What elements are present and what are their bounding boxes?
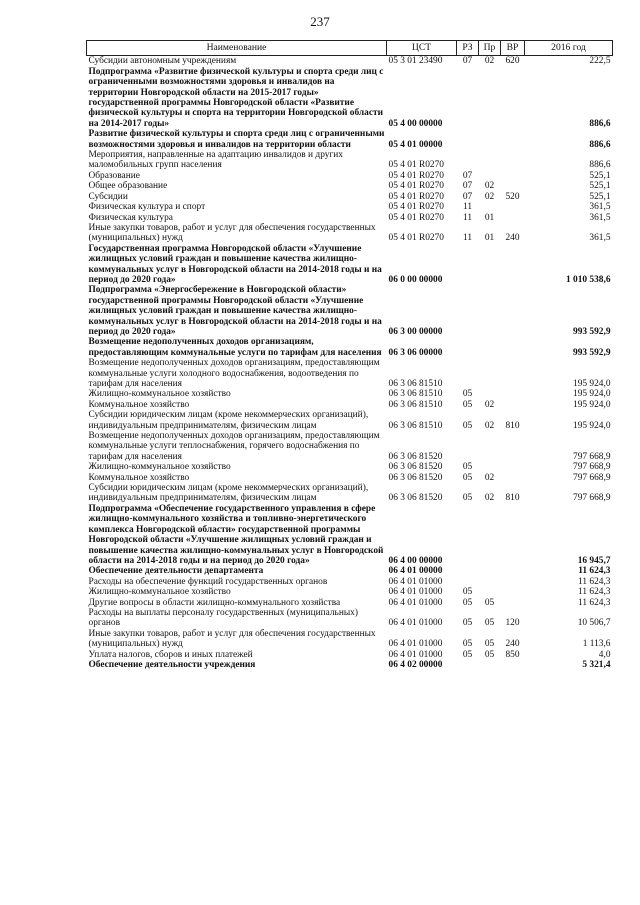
row-cst-cell: 05 4 01 R0270: [388, 191, 444, 202]
row-name-cell: Коммунальное хозяйство: [88, 472, 190, 483]
row-name-cell: Физическая культура и спорт: [88, 202, 206, 213]
row-rz-cell: 05: [462, 597, 473, 608]
row-pr-cell: [479, 244, 501, 286]
row-rz-cell: [457, 504, 479, 566]
row-amount-cell: 525,1: [589, 170, 611, 181]
table-row: [87, 223, 613, 244]
row-amount-cell: 10 506,7: [577, 618, 611, 629]
row-vr-cell: 810: [505, 420, 520, 431]
row-cst-cell: 05 4 00 00000: [388, 118, 443, 129]
table-row: [87, 358, 613, 389]
row-amount-cell: 11 624,3: [578, 597, 611, 608]
row-name-cell: Иные закупки товаров, работ и услуг для обеспечения государственных (муниципальных) нужд: [88, 222, 376, 244]
row-rz-cell: [457, 660, 479, 670]
row-pr-cell: 02: [484, 191, 495, 202]
column-header-year: 2016 год: [525, 41, 613, 56]
row-vr-cell: 810: [505, 493, 520, 504]
row-name-cell: Обеспечение деятельности учреждения: [88, 659, 256, 670]
table-row: [87, 410, 613, 431]
row-cst-cell: 05 4 01 00000: [388, 139, 443, 150]
row-vr-cell: [501, 213, 525, 223]
table-row: [87, 462, 613, 472]
row-cst-cell: 05 4 01 R0270: [388, 170, 444, 181]
row-name-cell: Возмещение недополученных доходов организациям, предоставляющим коммунальные услуги холодного водоснабжения, водоотведения по тарифам для населения: [88, 358, 380, 389]
row-vr-cell: [501, 389, 525, 399]
row-rz-cell: 05: [462, 420, 473, 431]
row-amount-cell: 797 668,9: [573, 472, 611, 483]
row-cst-cell: 05 4 01 R0270: [388, 233, 444, 244]
row-amount-cell: 797 668,9: [573, 451, 611, 462]
row-rz-cell: [457, 150, 479, 171]
row-pr-cell: 02: [484, 56, 495, 67]
table-row: [87, 598, 613, 608]
row-rz-cell: [457, 337, 479, 358]
row-vr-cell: [501, 473, 525, 483]
row-amount-cell: 361,5: [589, 233, 611, 244]
row-name-cell: Государственная программа Новгородской области «Улучшение жилищных условий граждан и повышение качества жилищно-коммунальных услуг в Новгородской области на 2014-2018 годы и на период до 2020 года»: [88, 243, 382, 285]
row-amount-cell: 797 668,9: [573, 462, 611, 473]
table-row: [87, 587, 613, 597]
table-row: [87, 202, 613, 212]
column-header-vr: ВР: [501, 41, 525, 56]
row-rz-cell: 07: [462, 56, 473, 67]
row-rz-cell: [457, 129, 479, 150]
row-vr-cell: 120: [505, 618, 520, 629]
row-amount-cell: 886,6: [589, 160, 611, 171]
row-amount-cell: 1 113,6: [582, 639, 611, 650]
row-rz-cell: 05: [462, 472, 473, 483]
row-cst-cell: 06 4 01 01000: [388, 649, 443, 660]
row-name-cell: Общее образование: [88, 181, 168, 192]
row-cst-cell: 06 3 06 81510: [388, 379, 443, 389]
row-vr-cell: [501, 181, 525, 191]
row-amount-cell: 222,5: [589, 56, 611, 67]
row-pr-cell: 02: [484, 399, 495, 410]
row-amount-cell: 195 924,0: [573, 420, 611, 431]
row-name-cell: Иные закупки товаров, работ и услуг для обеспечения государственных (муниципальных) нужд: [88, 628, 376, 650]
row-pr-cell: [479, 202, 501, 212]
row-cst-cell: 06 0 00 00000: [388, 274, 443, 285]
row-pr-cell: [479, 587, 501, 597]
row-cst-cell: 06 3 06 81520: [388, 472, 443, 483]
row-cst-cell: 06 4 01 01000: [388, 587, 443, 598]
row-name-cell: Подпрограмма «Развитие физической культуры и спорта среди лиц с ограниченными возможностями здоровья и инвалидов на территории Новгородской области на 2015-2017 годы» государственной программы Новгородской области «Развитие физической культуры и спорта на территории Новгородской области на 2014-2017 годы»: [88, 66, 384, 129]
row-vr-cell: [501, 660, 525, 670]
row-rz-cell: 11: [462, 233, 473, 244]
row-rz-cell: 11: [462, 212, 473, 223]
row-cst-cell: 06 3 06 81520: [388, 493, 443, 504]
row-rz-cell: 05: [462, 462, 473, 473]
row-vr-cell: [501, 358, 525, 389]
table-row: [87, 67, 613, 129]
table-row: [87, 285, 613, 337]
row-name-cell: Физическая культура: [88, 212, 173, 223]
row-pr-cell: 02: [484, 181, 495, 192]
row-vr-cell: 620: [505, 56, 520, 67]
table-row: [87, 473, 613, 483]
row-cst-cell: 06 3 06 81520: [388, 451, 443, 462]
row-name-cell: Подпрограмма «Энергосбережение в Новгородской области» государственной программы Новгородской области «Улучшение жилищных условий граждан и повышение качества жилищно-коммунальных услуг в Новгородской области на 2014-2018 годы и на период до 2020 года»: [88, 285, 382, 337]
table-row: [87, 431, 613, 462]
row-vr-cell: [501, 67, 525, 129]
row-cst-cell: 06 4 01 01000: [388, 597, 443, 608]
row-amount-cell: 993 592,9: [573, 326, 611, 337]
table-row: [87, 608, 613, 629]
column-header-name: Наименование: [87, 41, 387, 56]
row-cst-cell: 06 4 01 01000: [388, 618, 443, 629]
row-rz-cell: [457, 67, 479, 129]
row-vr-cell: [501, 587, 525, 597]
row-pr-cell: [479, 358, 501, 389]
row-rz-cell: [457, 285, 479, 337]
row-vr-cell: 240: [505, 233, 520, 244]
table-row: [87, 483, 613, 504]
row-cst-cell: 06 3 06 81510: [388, 399, 443, 410]
row-vr-cell: [501, 504, 525, 566]
row-rz-cell: 05: [462, 587, 473, 598]
table-row: [87, 192, 613, 202]
row-name-cell: Коммунальное хозяйство: [88, 399, 190, 410]
row-pr-cell: [479, 431, 501, 462]
row-rz-cell: [457, 244, 479, 286]
row-pr-cell: 01: [484, 233, 495, 244]
row-name-cell: Субсидии юридическим лицам (кроме некоммерческих организаций), индивидуальным предпринимателям, физическим лицам: [88, 410, 369, 431]
row-cst-cell: 05 4 01 R0270: [388, 181, 444, 192]
table-body: [87, 56, 613, 670]
row-amount-cell: 525,1: [589, 191, 611, 202]
table-row: [87, 129, 613, 150]
row-pr-cell: [479, 577, 501, 587]
row-vr-cell: [501, 577, 525, 587]
row-cst-cell: 06 3 06 00000: [388, 347, 443, 358]
row-pr-cell: [479, 285, 501, 337]
row-amount-cell: 16 945,7: [577, 555, 611, 566]
row-pr-cell: [479, 566, 501, 576]
row-name-cell: Уплата налогов, сборов и иных платежей: [88, 649, 253, 660]
table-row: [87, 504, 613, 566]
row-name-cell: Расходы на обеспечение функций государственных органов: [88, 576, 328, 587]
row-rz-cell: [457, 577, 479, 587]
table-header-row: [87, 41, 613, 56]
row-amount-cell: 525,1: [589, 181, 611, 192]
row-pr-cell: 05: [484, 649, 495, 660]
row-vr-cell: [501, 171, 525, 181]
row-vr-cell: [501, 462, 525, 472]
row-vr-cell: [501, 400, 525, 410]
row-rz-cell: 07: [462, 181, 473, 192]
row-rz-cell: [457, 566, 479, 576]
row-pr-cell: [479, 337, 501, 358]
row-rz-cell: 07: [462, 170, 473, 181]
row-cst-cell: 06 4 02 00000: [388, 659, 443, 670]
row-amount-cell: 361,5: [589, 212, 611, 223]
row-pr-cell: [479, 462, 501, 472]
row-cst-cell: 06 4 00 00000: [388, 555, 443, 566]
row-cst-cell: 06 4 01 00000: [388, 566, 443, 577]
row-vr-cell: [501, 244, 525, 286]
row-cst-cell: 06 3 06 81510: [388, 389, 443, 400]
row-amount-cell: 195 924,0: [573, 399, 611, 410]
row-name-cell: Возмещение недополученных доходов организациям, предоставляющим коммунальные услуги по тарифам для населения: [88, 337, 382, 358]
row-amount-cell: 993 592,9: [573, 347, 611, 358]
row-rz-cell: 05: [462, 639, 473, 650]
row-vr-cell: [501, 202, 525, 212]
row-pr-cell: 01: [484, 212, 495, 223]
row-vr-cell: [501, 337, 525, 358]
budget-table: [86, 40, 613, 670]
row-name-cell: Обеспечение деятельности департамента: [88, 566, 264, 577]
row-name-cell: Образование: [88, 170, 140, 181]
row-name-cell: Развитие физической культуры и спорта среди лиц с ограниченными возможностями здоровья и инвалидов на территории области: [88, 129, 385, 150]
row-pr-cell: [479, 67, 501, 129]
row-cst-cell: 05 3 01 23490: [388, 56, 443, 67]
row-rz-cell: 05: [462, 399, 473, 410]
column-header-pr: Пр: [479, 41, 501, 56]
row-amount-cell: 11 624,3: [578, 566, 611, 577]
row-cst-cell: 06 4 01 01000: [388, 639, 443, 650]
row-name-cell: Жилищно-коммунальное хозяйство: [88, 462, 231, 473]
row-pr-cell: 02: [484, 493, 495, 504]
page-number: 237: [310, 14, 330, 29]
row-name-cell: Мероприятия, направленные на адаптацию инвалидов и других маломобильных групп населения: [88, 150, 343, 171]
row-amount-cell: 361,5: [589, 202, 611, 213]
row-name-cell: Жилищно-коммунальное хозяйство: [88, 587, 231, 598]
row-vr-cell: [501, 598, 525, 608]
row-rz-cell: 07: [462, 191, 473, 202]
row-rz-cell: 05: [462, 649, 473, 660]
row-cst-cell: 05 4 01 R0270: [388, 212, 444, 223]
row-vr-cell: [501, 129, 525, 150]
row-vr-cell: [501, 150, 525, 171]
table-row: [87, 660, 613, 670]
row-amount-cell: 886,6: [589, 139, 611, 150]
row-amount-cell: 1 010 538,6: [565, 274, 611, 285]
table-row: [87, 56, 613, 67]
row-amount-cell: 11 624,3: [578, 576, 611, 587]
column-header-rz: РЗ: [457, 41, 479, 56]
row-name-cell: Возмещение недополученных доходов организациям, предоставляющим коммунальные услуги теплоснабжения, горячего водоснабжения по тарифам для населения: [88, 431, 380, 462]
table-row: [87, 150, 613, 171]
row-amount-cell: 11 624,3: [578, 587, 611, 598]
row-rz-cell: [457, 431, 479, 462]
row-amount-cell: 195 924,0: [573, 379, 611, 389]
row-pr-cell: 05: [484, 639, 495, 650]
row-amount-cell: 5 321,4: [582, 659, 611, 670]
row-amount-cell: 4,0: [598, 649, 611, 660]
row-amount-cell: 886,6: [589, 118, 611, 129]
table-row: [87, 400, 613, 410]
table-row: [87, 629, 613, 650]
row-pr-cell: 05: [484, 618, 495, 629]
row-name-cell: Субсидии юридическим лицам (кроме некоммерческих организаций), индивидуальным предпринимателям, физическим лицам: [88, 483, 369, 504]
table-row: [87, 213, 613, 223]
table-row: [87, 389, 613, 399]
table-row: [87, 171, 613, 181]
row-cst-cell: 05 4 01 R0270: [388, 160, 444, 171]
row-amount-cell: 195 924,0: [573, 389, 611, 400]
row-rz-cell: 05: [462, 389, 473, 400]
row-name-cell: Другие вопросы в области жилищно-коммунального хозяйства: [88, 597, 341, 608]
row-vr-cell: 240: [505, 639, 520, 650]
row-amount-cell: 797 668,9: [573, 493, 611, 504]
row-cst-cell: 06 3 06 81510: [388, 420, 443, 431]
row-name-cell: Субсидии: [88, 191, 128, 202]
row-name-cell: Расходы на выплаты персоналу государственных (муниципальных) органов: [88, 607, 358, 629]
row-cst-cell: 06 3 00 00000: [388, 326, 443, 337]
row-pr-cell: 02: [484, 420, 495, 431]
row-vr-cell: [501, 431, 525, 462]
row-rz-cell: [457, 358, 479, 389]
row-pr-cell: [479, 504, 501, 566]
row-pr-cell: [479, 171, 501, 181]
row-vr-cell: [501, 566, 525, 576]
row-name-cell: Подпрограмма «Обеспечение государственного управления в сфере жилищно-коммунального хозяйства и топливно-энергетического комплекса Новгородской области» государственной программы Новгородской области «Улучшение жилищных условий граждан и повышение качества жилищно-коммунальных услуг в Новгородской области на 2014-2018 годы и на период до 2020 года»: [88, 503, 384, 566]
row-vr-cell: [501, 285, 525, 337]
table-row: [87, 566, 613, 576]
row-pr-cell: 05: [484, 597, 495, 608]
row-pr-cell: [479, 150, 501, 171]
row-pr-cell: [479, 660, 501, 670]
row-rz-cell: 05: [462, 493, 473, 504]
row-cst-cell: 06 4 01 01000: [388, 576, 443, 587]
row-cst-cell: 06 3 06 81520: [388, 462, 443, 473]
table-row: [87, 650, 613, 660]
row-name-cell: Жилищно-коммунальное хозяйство: [88, 389, 231, 400]
table-row: [87, 577, 613, 587]
row-vr-cell: 520: [505, 191, 520, 202]
table-row: [87, 337, 613, 358]
row-cst-cell: 05 4 01 R0270: [388, 202, 444, 213]
row-pr-cell: 02: [484, 472, 495, 483]
table-row: [87, 181, 613, 191]
row-rz-cell: 05: [462, 618, 473, 629]
column-header-cst: ЦСТ: [387, 41, 457, 56]
row-name-cell: Субсидии автономным учреждениям: [88, 56, 237, 67]
row-pr-cell: [479, 389, 501, 399]
row-rz-cell: 11: [462, 202, 473, 213]
row-vr-cell: 850: [505, 649, 520, 660]
table-row: [87, 244, 613, 286]
row-pr-cell: [479, 129, 501, 150]
